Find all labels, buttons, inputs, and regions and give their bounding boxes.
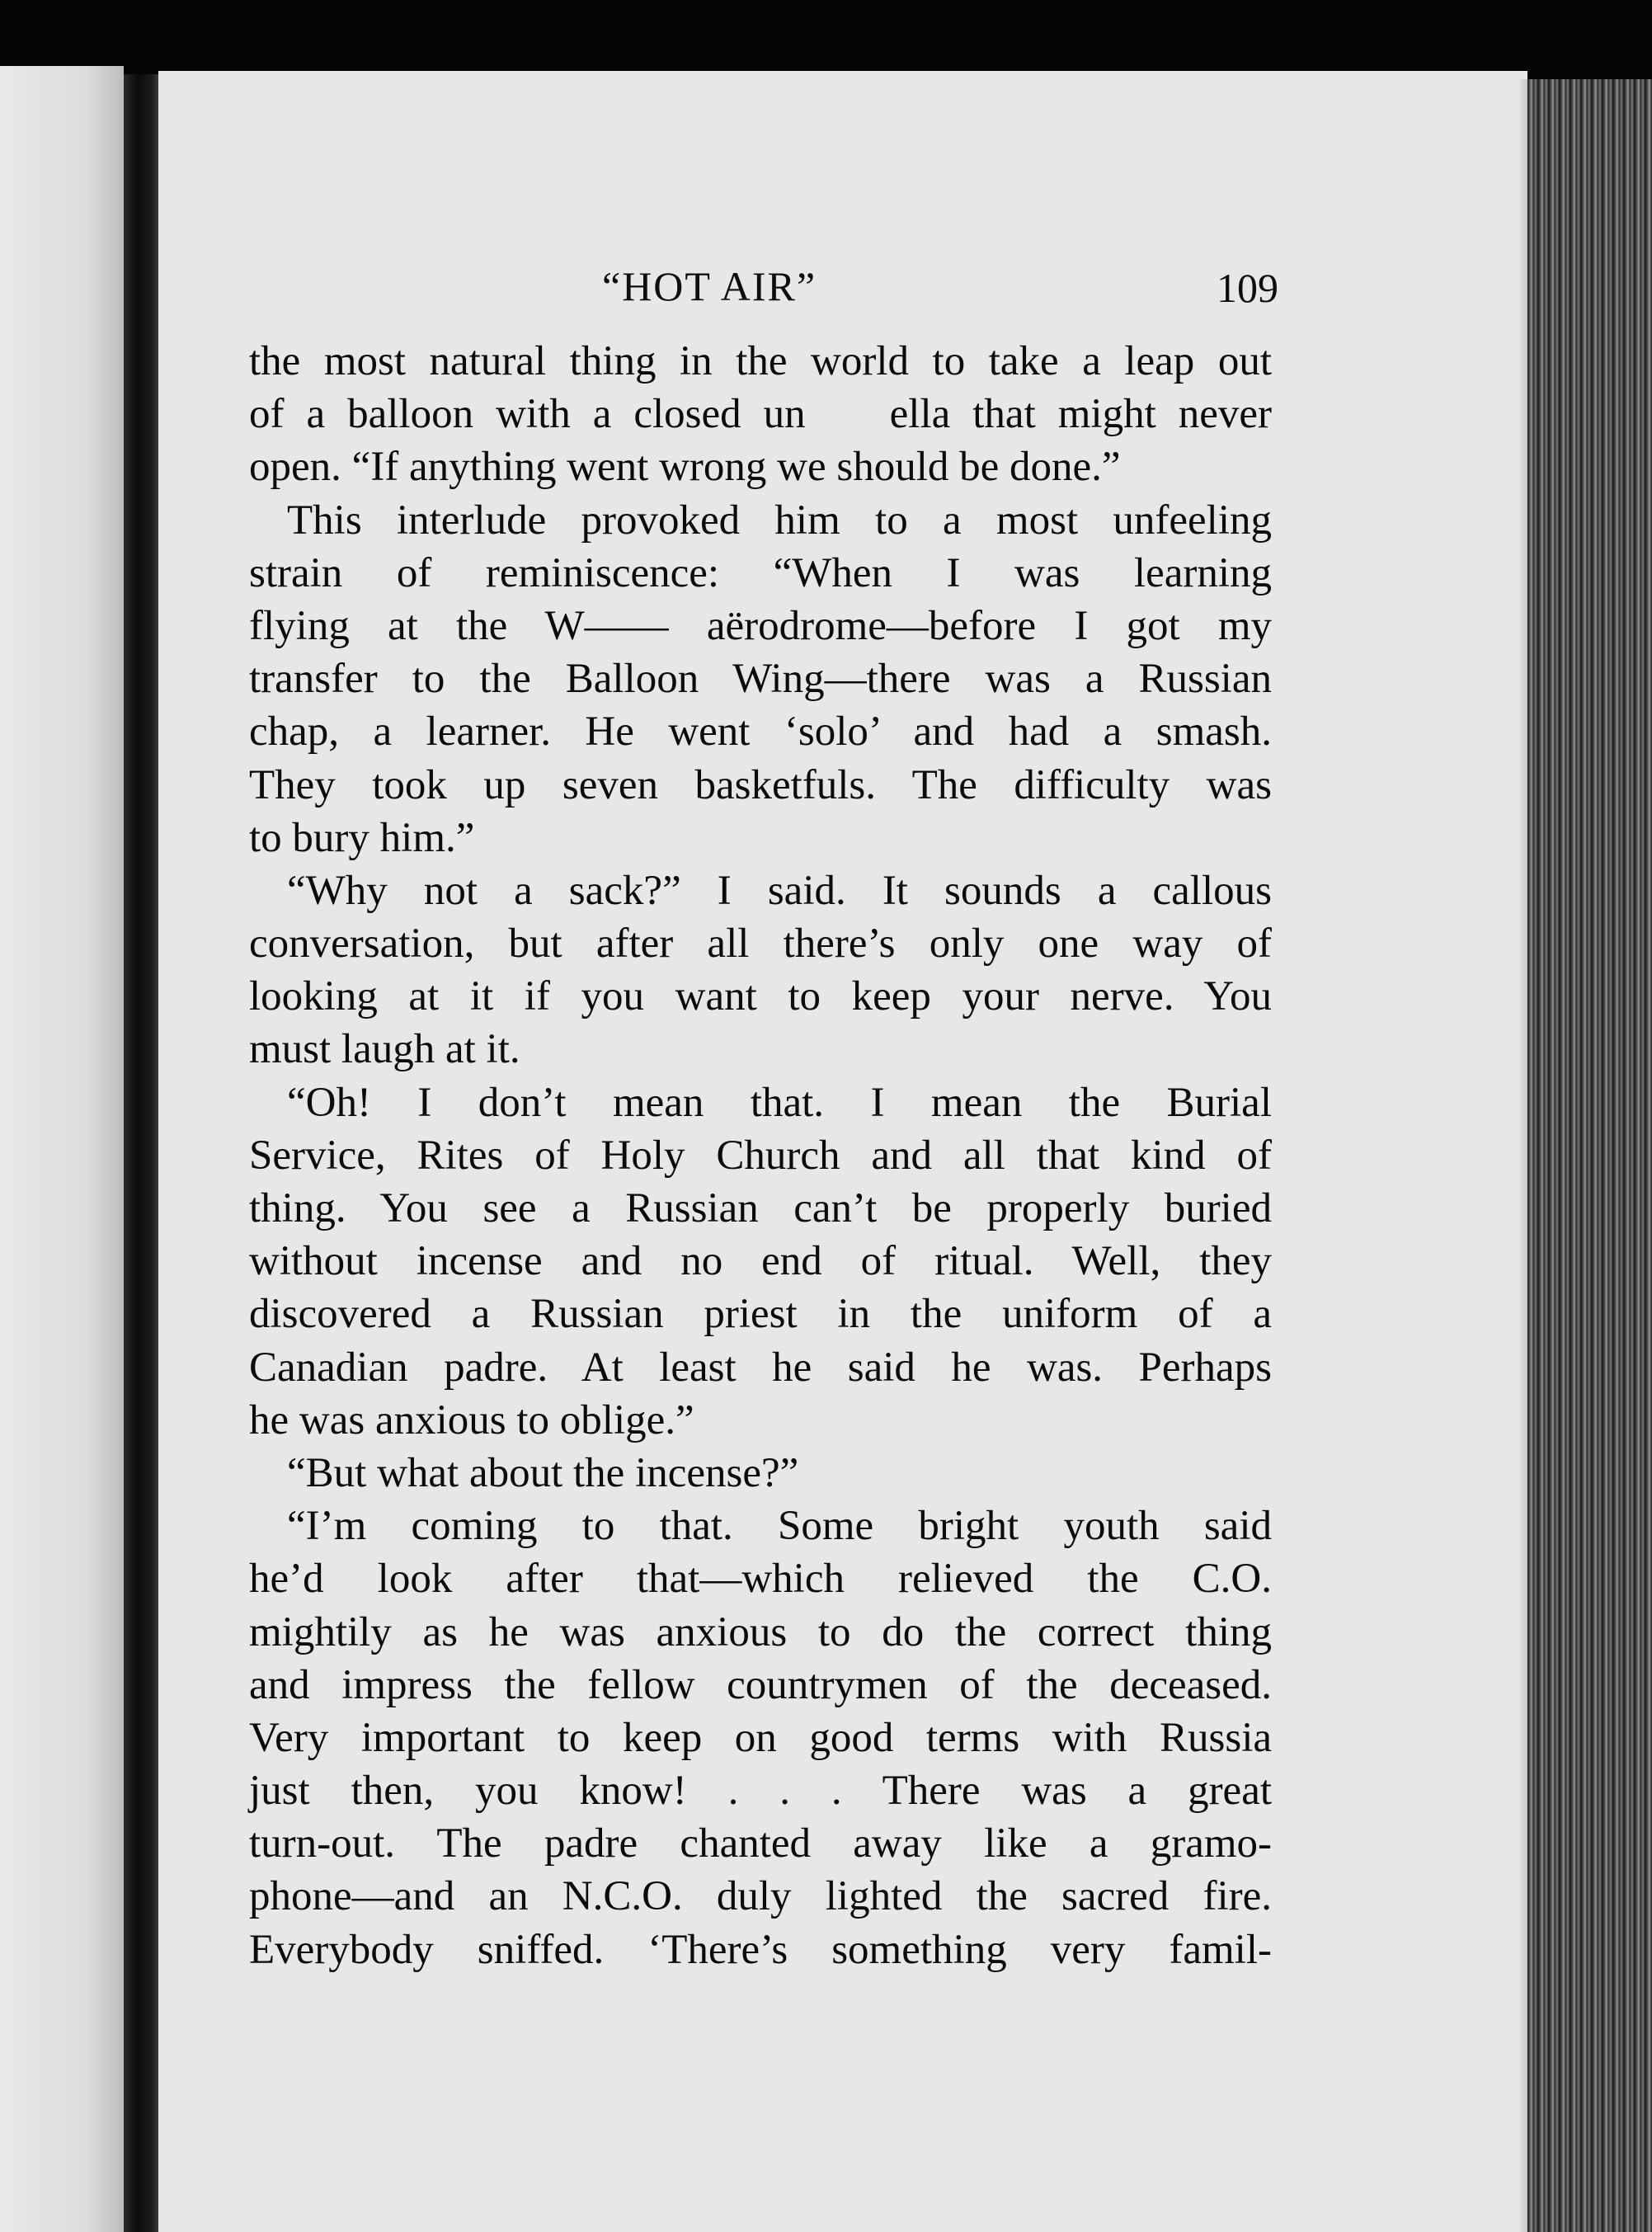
page-body-text (249, 335, 1272, 1976)
text-line: chap, a learner. He went ‘solo’ and had a smash. (249, 709, 1272, 756)
text-line: strain of reminiscence: “When I was learning (249, 549, 1272, 596)
text-line: must laugh at it. (249, 1026, 520, 1073)
text-line: conversation, but after all there’s only one way of (249, 921, 1272, 968)
text-line: Service, Rites of Holy Church and all that kind of (249, 1132, 1272, 1179)
text-line: turn-out. The padre chanted away like a gramo- (249, 1820, 1272, 1867)
text-line: “Oh! I don’t mean that. I mean the Burial (287, 1079, 1272, 1126)
text-line: the most natural thing in the world to take a leap out (249, 338, 1272, 384)
text-line: phone—and an N.C.O. duly lighted the sacred fire. (249, 1873, 1272, 1920)
text-line: to bury him.” (249, 814, 475, 861)
text-line: just then, you know! . . . There was a great (249, 1768, 1272, 1815)
text-line: “Why not a sack?” I said. It sounds a callous (287, 867, 1272, 914)
text-line: discovered a Russian priest in the uniform of a (249, 1291, 1272, 1338)
text-line: Canadian padre. At least he said he was. Perhaps (249, 1344, 1272, 1391)
text-line: transfer to the Balloon Wing—there was a Russian (249, 656, 1272, 703)
text-line: Very important to keep on good terms with Russia (249, 1714, 1272, 1761)
text-line: mightily as he was anxious to do the correct thing (249, 1608, 1272, 1655)
text-line: and impress the fellow countrymen of the deceased. (249, 1661, 1272, 1708)
text-line: flying at the W—— aërodrome—before I got my (249, 602, 1272, 649)
running-title: “HOT AIR” (602, 263, 817, 309)
text-line: open. “If anything went wrong we should be done.” (249, 444, 1121, 491)
running-head (247, 262, 1278, 320)
facing-page-edge (0, 66, 124, 2232)
text-line: of a balloon with a closed un ella that might never (249, 391, 1272, 438)
page-number: 109 (1217, 265, 1278, 311)
text-line: thing. You see a Russian can’t be properly buried (249, 1185, 1272, 1231)
text-line: Everybody sniffed. ‘There’s something very famil- (249, 1926, 1272, 1973)
book-gutter (124, 74, 158, 2232)
text-line: without incense and no end of ritual. Well, they (249, 1238, 1272, 1285)
stacked-page-edges (1527, 79, 1652, 2232)
text-line: This interlude provoked him to a most unfeeling (287, 497, 1272, 544)
text-line: “But what about the incense?” (287, 1449, 799, 1496)
text-line: “I’m coming to that. Some bright youth said (287, 1503, 1272, 1550)
text-line: he’d look after that—which relieved the C.O. (249, 1556, 1272, 1603)
text-line: looking at it if you want to keep your nerve. You (249, 973, 1272, 1020)
text-line: They took up seven basketfuls. The difficulty was (249, 761, 1272, 808)
text-line: he was anxious to oblige.” (249, 1396, 694, 1443)
